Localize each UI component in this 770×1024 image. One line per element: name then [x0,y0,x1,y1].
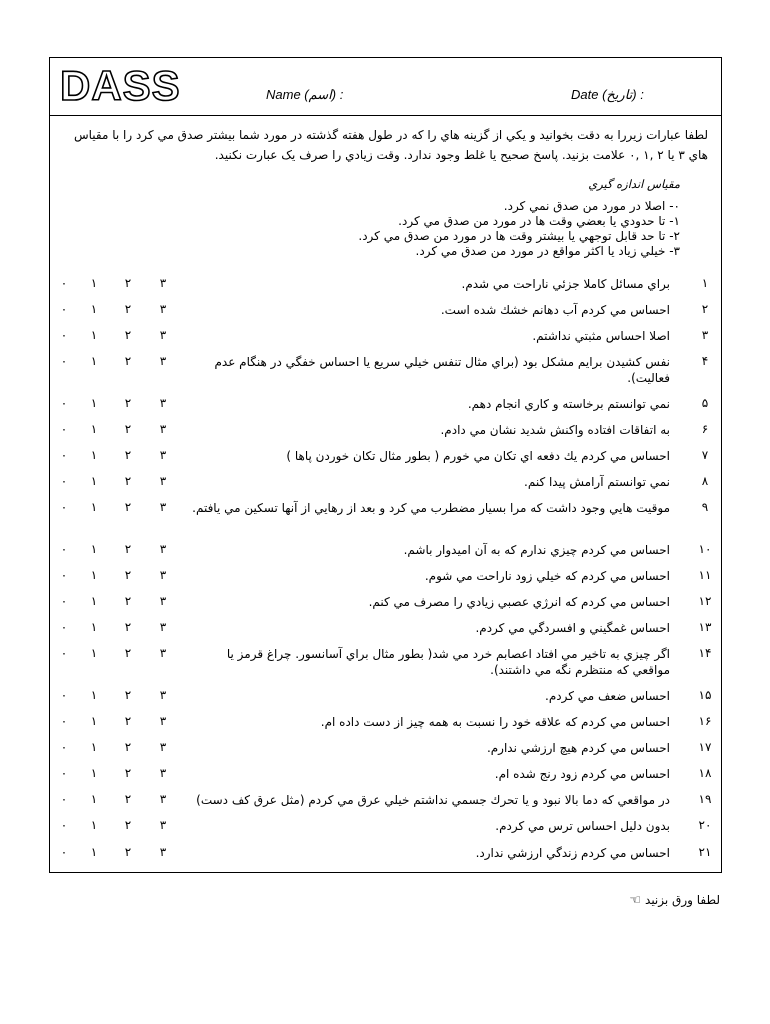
answer-option[interactable]: ۲ [124,276,132,290]
answer-option[interactable]: ۳ [159,542,167,556]
answer-option[interactable]: ۲ [124,500,132,514]
question-number: ۲ [701,302,709,316]
answer-option[interactable]: ۰ [60,302,68,316]
answer-option[interactable]: ۱ [90,448,98,462]
answer-option[interactable]: ۱ [90,688,98,702]
answer-option[interactable]: ۳ [159,448,167,462]
answer-option[interactable]: ۰ [60,766,68,780]
question-text: احساس مي كردم زندگي ارزشي ندارد. [475,846,670,860]
answer-option[interactable]: ۳ [159,396,167,410]
answer-option[interactable]: ۳ [159,302,167,316]
answer-option[interactable]: ۰ [60,620,68,634]
answer-option[interactable]: ۱ [90,620,98,634]
question-number: ۱۳ [698,620,712,634]
question-text: اگر چيزي به تاخير مي افتاد اعصابم خرد مي شد( بطور مثال براي آسانسور. چراغ قرمز يا مواقعي كه منتظرم نگه مي داشتند). [226,647,670,677]
question-text: احساس مي كردم زود رنج شده ام. [494,767,670,781]
question-text: موقيت هايي وجود داشت كه مرا بسيار مضطرب مي كرد و بعد از رهايي از آنها تسكين مي يافتم. [192,501,670,515]
answer-option[interactable]: ۲ [124,354,132,368]
answer-option[interactable]: ۲ [124,740,132,754]
answer-option[interactable]: ۲ [124,714,132,728]
answer-option[interactable]: ۳ [159,568,167,582]
scale-legend [358,199,680,259]
answer-option[interactable]: ۳ [159,792,167,806]
answer-option[interactable]: ۱ [90,646,98,660]
answer-option[interactable]: ۲ [124,396,132,410]
question-number: ۱۵ [698,688,712,702]
answer-option[interactable]: ۳ [159,328,167,342]
answer-option[interactable]: ۰ [60,594,68,608]
answer-option[interactable]: ۲ [124,328,132,342]
answer-option[interactable]: ۳ [159,766,167,780]
question-text: احساس مي كردم يك دفعه اي تكان مي خورم ( بطور مثال تكان خوردن پاها ) [286,449,670,463]
answer-option[interactable]: ۰ [60,818,68,832]
answer-option[interactable]: ۰ [60,396,68,410]
answer-option[interactable]: ۰ [60,568,68,582]
question-number: ۵ [701,396,709,410]
answer-option[interactable]: ۰ [60,714,68,728]
answer-option[interactable]: ۲ [124,688,132,702]
question-text: احساس مي كردم چيزي ندارم كه به آن اميدوار باشم. [403,543,670,557]
answer-option[interactable]: ۳ [159,818,167,832]
instruction-line: هاي ۳ يا ۲ ,۱ ,۰ علامت بزنيد. پاسخ صحيح يا غلط وجود ندارد. وقت زيادي را صرف يک عبارت نکنيد. [214,148,708,162]
instructions [58,125,708,165]
answer-option[interactable]: ۲ [124,818,132,832]
answer-option[interactable]: ۲ [124,766,132,780]
question-text: نمي توانستم آرامش پيدا كنم. [524,475,670,489]
answer-option[interactable]: ۱ [90,845,98,859]
answer-option[interactable]: ۲ [124,302,132,316]
answer-option[interactable]: ۰ [60,474,68,488]
answer-option[interactable]: ۲ [124,646,132,660]
answer-option[interactable]: ۱ [90,328,98,342]
answer-option[interactable]: ۲ [124,594,132,608]
question-number: ۱۲ [698,594,712,608]
answer-option[interactable]: ۲ [124,542,132,556]
answer-option[interactable]: ۲ [124,448,132,462]
answer-option[interactable]: ۰ [60,646,68,660]
question-text: اصلا احساس مثبتي نداشتم. [532,329,670,343]
scale-item: ۳- خيلي زياد يا اكثر مواقع در مورد من صدق مي كرد. [415,244,680,258]
question-text: به اتفاقات افتاده واكنش شديد نشان مي دادم. [440,423,670,437]
answer-option[interactable]: ۰ [60,542,68,556]
answer-option[interactable]: ۲ [124,620,132,634]
answer-option[interactable]: ۰ [60,422,68,436]
answer-option[interactable]: ۲ [124,845,132,859]
answer-option[interactable]: ۰ [60,500,68,514]
answer-option[interactable]: ۳ [159,646,167,660]
answer-option[interactable]: ۱ [90,302,98,316]
answer-option[interactable]: ۲ [124,568,132,582]
question-number: ۱۸ [698,766,712,780]
answer-option[interactable]: ۳ [159,276,167,290]
scale-title: مقياس اندازه گيري [588,177,680,191]
question-number: ۲۰ [698,818,712,832]
question-text: بدون دليل احساس ترس مي كردم. [495,819,670,833]
answer-option[interactable]: ۱ [90,354,98,368]
scale-item: ۰- اصلا در مورد من صدق نمي كرد. [503,199,680,213]
answer-option[interactable]: ۱ [90,740,98,754]
answer-option[interactable]: ۳ [159,845,167,859]
instruction-line: لطفا عبارات زيررا به دقت بخوانيد و يكي از گزينه هاي را كه در طول هفته گذشته در مورد شما بيشتر صدق مي كرد را با مقياس [73,128,708,142]
answer-option[interactable]: ۲ [124,792,132,806]
answer-option[interactable]: ۰ [60,354,68,368]
question-number: ۱۱ [698,568,712,582]
answer-option[interactable]: ۳ [159,688,167,702]
scale-item: ۱- تا حدودي يا بعضي وقت ها در مورد من صدق مي كرد. [398,214,680,228]
question-text: نمي توانستم برخاسته و كاري انجام دهم. [467,397,670,411]
answer-option[interactable]: ۳ [159,354,167,368]
answer-option[interactable]: ۱ [90,568,98,582]
question-text: احساس مي كردم كه علاقه خود را نسبت به همه چيز از دست داده ام. [320,715,670,729]
question-number: ۶ [701,422,709,436]
question-number: ۱۷ [698,740,712,754]
question-number: ۷ [701,448,709,462]
question-number: ۸ [701,474,709,488]
answer-option[interactable]: ۱ [90,276,98,290]
answer-option[interactable]: ۱ [90,422,98,436]
answer-option[interactable]: ۱ [90,714,98,728]
answer-option[interactable]: ۳ [159,474,167,488]
question-number: ۲۱ [698,845,712,859]
answer-option[interactable]: ۱ [90,542,98,556]
scale-item: ۲- تا حد قابل توجهي يا بيشتر وقت ها در مورد من صدق مي كرد. [358,229,680,243]
question-number: ۱۹ [698,792,712,806]
answer-option[interactable]: ۰ [60,328,68,342]
answer-option[interactable]: ۳ [159,620,167,634]
answer-option[interactable]: ۱ [90,766,98,780]
question-text: براي مسائل كاملا جزئي ناراحت مي شدم. [461,277,670,291]
question-number: ۱۴ [698,646,712,660]
question-text: در مواقعي كه دما بالا نبود و يا تحرك جسمي نداشتم خيلي عرق مي كردم (مثل عرق كف دست) [196,793,670,807]
question-text: احساس مي كردم هيچ ارزشي ندارم. [486,741,670,755]
answer-option[interactable]: ۲ [124,422,132,436]
question-text: احساس مي كردم كه خيلي زود ناراحت مي شوم. [424,569,670,583]
answer-option[interactable]: ۳ [159,422,167,436]
question-number: ۳ [701,328,709,342]
question-number: ۱ [701,276,709,290]
answer-option[interactable]: ۰ [60,845,68,859]
question-text: نفس كشيدن برايم مشكل بود (براي مثال تنفس خيلي سريع يا احساس خفگي در هنگام عدم فعاليت). [214,355,670,385]
question-text: احساس مي كردم آب دهانم خشك شده است. [440,303,670,317]
answer-option[interactable]: ۰ [60,740,68,754]
date-field-label: Date (تاريخ) : [571,87,644,102]
answer-option[interactable]: ۱ [90,818,98,832]
question-text: احساس ضعف مي كردم. [545,689,670,703]
answer-option[interactable]: ۰ [60,688,68,702]
question-number: ۴ [701,354,709,368]
question-number: ۹ [701,500,709,514]
answer-option[interactable]: ۱ [90,792,98,806]
dass-logo: DASS [60,62,181,109]
answer-option[interactable]: ۰ [60,792,68,806]
question-number: ۱۶ [698,714,712,728]
name-field-label: Name (اسم) : [266,87,344,102]
footer-note [630,893,720,908]
answer-option[interactable]: ۰ [60,448,68,462]
answer-option[interactable]: ۳ [159,500,167,514]
answer-option[interactable]: ۲ [124,474,132,488]
footer-text: لطفا ورق بزنيد [645,893,720,907]
pointing-hand-icon: ☜ [629,893,642,908]
answer-option[interactable]: ۱ [90,396,98,410]
answer-option[interactable]: ۱ [90,474,98,488]
answer-option[interactable]: ۰ [60,276,68,290]
header-divider [49,115,722,116]
answer-option[interactable]: ۳ [159,740,167,754]
question-text: احساس غمگيني و افسردگي مي كردم. [475,621,670,635]
answer-option[interactable]: ۳ [159,714,167,728]
answer-option[interactable]: ۱ [90,500,98,514]
answer-option[interactable]: ۱ [90,594,98,608]
question-text: احساس مي كردم كه انرژي عصبي زيادي را مصرف مي كنم. [368,595,670,609]
question-number: ۱۰ [698,542,712,556]
answer-option[interactable]: ۳ [159,594,167,608]
